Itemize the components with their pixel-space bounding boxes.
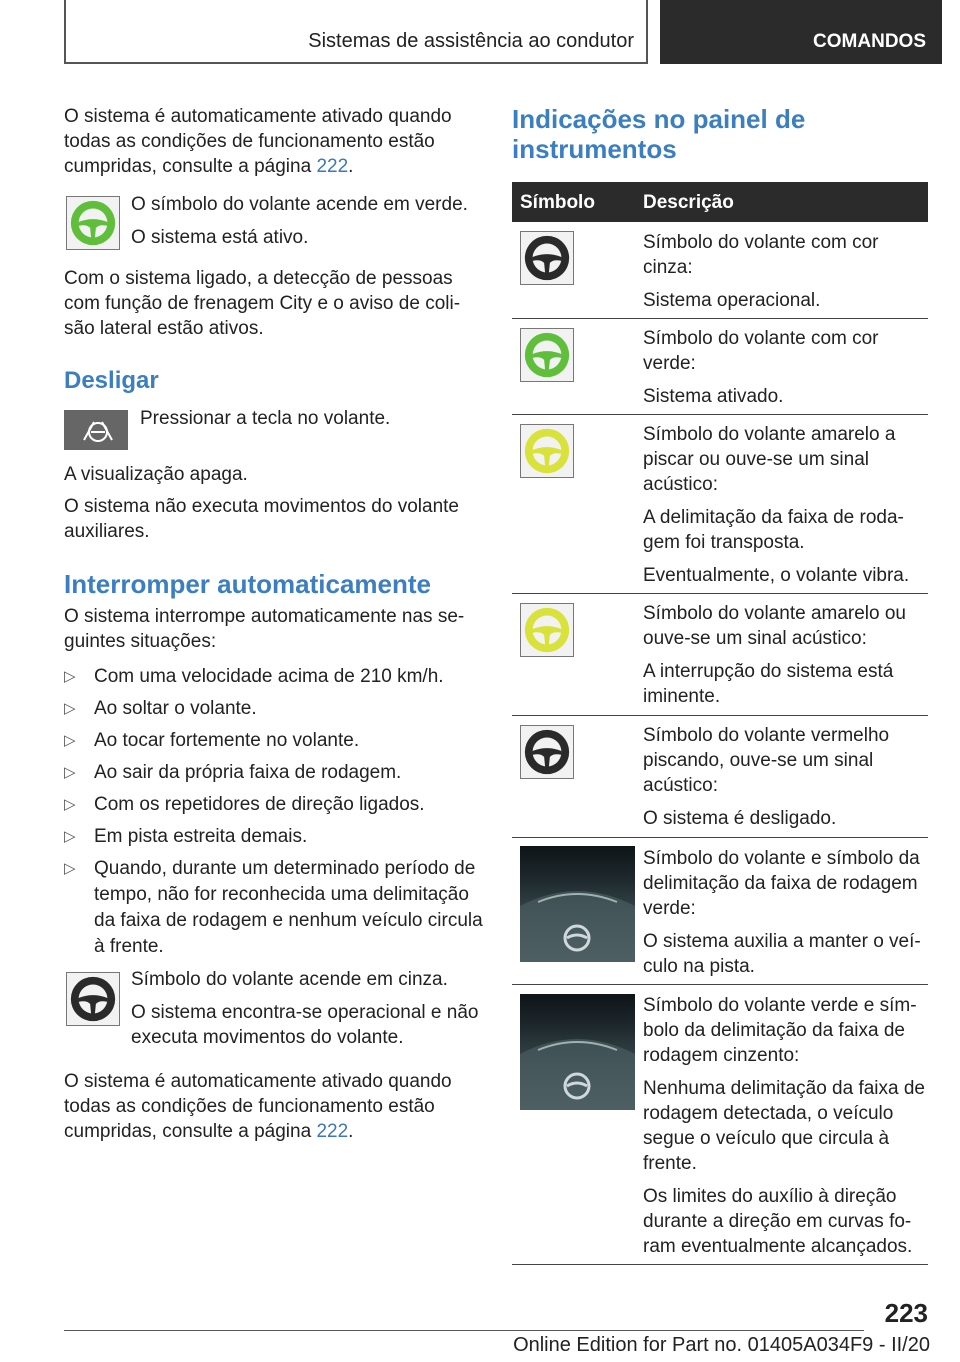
gray-icon-text-2: O sistema encontra-se operacional e não executa movimentos do volante. <box>131 1002 479 1048</box>
heading-interromper <box>64 569 484 599</box>
row-text: Sistema ativado. <box>643 386 784 407</box>
table-row <box>643 723 928 839</box>
header-chapter-title: COMANDOS <box>813 31 926 52</box>
row-text: Eventualmente, o volante vibra. <box>643 565 910 586</box>
green-icon-description <box>131 192 476 258</box>
paragraph-end: . <box>348 1121 354 1142</box>
paragraph-activation-2 <box>64 1069 476 1144</box>
table-row <box>643 326 928 417</box>
page-number: 223 <box>884 1298 928 1328</box>
list-item-text: Com uma velocidade acima de 210 km/h. <box>94 666 444 687</box>
table-row <box>643 422 928 596</box>
table-header <box>512 182 928 222</box>
paragraph-display-off: A visualização apaga. <box>64 464 248 485</box>
header-section-title: Sistemas de assistência ao condutor <box>308 30 634 52</box>
steering-wheel-yellow-icon <box>520 603 574 657</box>
driver-assist-button-icon <box>64 410 128 450</box>
triangle-bullet-icon: ▷ <box>64 828 76 845</box>
header-chapter-box <box>660 0 942 64</box>
row-divider <box>512 414 928 415</box>
list-item-text: Ao sair da própria faixa de rodagem. <box>94 762 402 783</box>
row-divider <box>512 318 928 319</box>
header-section-box <box>64 0 648 64</box>
heading-indicacoes <box>512 104 912 164</box>
button-description: Pressionar a tecla no volante. <box>140 408 391 429</box>
paragraph-activation <box>64 104 476 179</box>
row-divider <box>512 984 928 985</box>
heading-desligar-text: Desligar <box>64 367 159 394</box>
gray-icon-text-1: Símbolo do volante acende em cinza. <box>131 969 448 990</box>
steering-wheel-green-icon <box>66 196 120 250</box>
green-icon-text-1: O símbolo do volante acende em verde. <box>131 194 468 215</box>
list-item-text: Em pista estreita demais. <box>94 826 308 847</box>
page-link[interactable]: 222 <box>316 1121 349 1142</box>
triangle-bullet-icon: ▷ <box>64 732 76 749</box>
footer-divider <box>64 1330 864 1331</box>
lane-display-green-icon <box>520 846 635 962</box>
table-header-description: Descrição <box>643 192 734 213</box>
row-text: Símbolo do volante amarelo ou ouve-se um sinal acústico: <box>643 603 906 649</box>
steering-wheel-gray-icon <box>66 972 120 1026</box>
triangle-bullet-icon: ▷ <box>64 796 76 813</box>
steering-wheel-green-icon <box>520 328 574 382</box>
table-row <box>643 846 928 987</box>
steering-wheel-yellow-icon <box>520 424 574 478</box>
list-item-text: Ao tocar fortemente no volante. <box>94 730 360 751</box>
paragraph-interrupt-intro: O sistema interrompe automaticamente nas se-guintes situações: <box>64 606 465 652</box>
table-header-symbol: Símbolo <box>520 192 595 213</box>
paragraph-text: O sistema é automaticamente ativado quando todas as condições de funcionamento estão cumpridas, consulte a página <box>64 106 452 177</box>
list-item-text: Quando, durante um determinado período de tempo, não for reconhecida uma delimitação da faixa de rodagem e nenhum veículo circula à frente. <box>94 858 483 957</box>
list-item-text: Com os repetidores de direção ligados. <box>94 794 425 815</box>
row-text: A interrupção do sistema está iminente. <box>643 661 894 707</box>
row-text: A delimitação da faixa de roda-gem foi transposta. <box>643 507 904 553</box>
triangle-bullet-icon: ▷ <box>64 668 76 685</box>
row-text: Símbolo do volante com cor verde: <box>643 328 879 374</box>
green-icon-text-2: O sistema está ativo. <box>131 227 309 248</box>
row-divider <box>512 1264 928 1265</box>
row-text: Símbolo do volante e símbolo da delimitação da faixa de rodagem verde: <box>643 848 920 919</box>
table-row <box>643 230 928 321</box>
lane-display-gray-icon <box>520 994 635 1110</box>
row-text: O sistema auxilia a manter o veí-culo na pista. <box>643 931 921 977</box>
table-row <box>643 993 928 1267</box>
steering-wheel-red-icon <box>520 725 574 779</box>
page-link[interactable]: 222 <box>316 156 349 177</box>
row-divider <box>512 837 928 838</box>
row-text: Símbolo do volante amarelo a piscar ou ouve-se um sinal acústico: <box>643 424 896 495</box>
row-divider <box>512 593 928 594</box>
paragraph-no-movement: O sistema não executa movimentos do volante auxiliares. <box>64 496 459 542</box>
row-text: Nenhuma delimitação da faixa de rodagem detectada, o veículo segue o veículo que circula à frente. <box>643 1078 926 1174</box>
triangle-bullet-icon: ▷ <box>64 764 76 781</box>
triangle-bullet-icon: ▷ <box>64 860 76 877</box>
row-text: O sistema é desligado. <box>643 808 837 829</box>
heading-interromper-text: Interromper automaticamente <box>64 569 431 599</box>
triangle-bullet-icon: ▷ <box>64 700 76 717</box>
row-divider <box>512 715 928 716</box>
list-item-text: Ao soltar o volante. <box>94 698 257 719</box>
footer-edition: Online Edition for Part no. 01405A034F9 - II/20 <box>513 1334 930 1356</box>
steering-wheel-gray-icon <box>520 231 574 285</box>
heading-indicacoes-text: Indicações no painel de instrumentos <box>512 104 806 164</box>
row-text: Símbolo do volante vermelho piscando, ouve-se um sinal acústico: <box>643 725 890 796</box>
table-row <box>643 601 928 717</box>
gray-icon-description <box>131 967 481 1058</box>
row-text: Símbolo do volante com cor cinza: <box>643 232 879 278</box>
paragraph-detection: Com o sistema ligado, a detecção de pessoas com função de frenagem City e o aviso de coli-são lateral estão ativos. <box>64 268 461 339</box>
row-text: Os limites do auxílio à direção durante a direção em curvas fo-ram eventualmente alcançados. <box>643 1186 913 1257</box>
paragraph-end: . <box>348 156 354 177</box>
row-text: Sistema operacional. <box>643 290 821 311</box>
paragraph-text: O sistema é automaticamente ativado quando todas as condições de funcionamento estão cumpridas, consulte a página <box>64 1071 452 1142</box>
heading-desligar <box>64 366 159 396</box>
row-text: Símbolo do volante verde e sím-bolo da delimitação da faixa de rodagem cinzento: <box>643 995 917 1066</box>
